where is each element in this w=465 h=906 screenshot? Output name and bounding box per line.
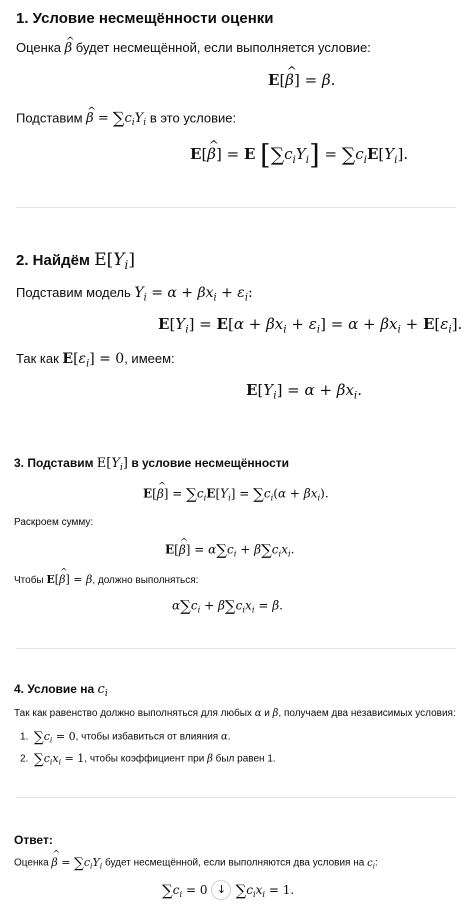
section-3-paragraph-2: Чтобы E[^ β] = β, должно выполняться:: [14, 573, 198, 586]
section-2-paragraph-2: Так как $E[\varepsilon_i] = 0$, имеем:: [16, 351, 175, 370]
formula-unbiased: E[^ β] = β.: [268, 71, 335, 89]
condition-list-item-2: 2. $\sum c_ix_i = 1$, чтобы коэффициент при β был равен 1.: [20, 751, 276, 767]
section-1-paragraph-1: Оценка ^ β будет несмещённой, если выполняется условие:: [16, 40, 371, 56]
formula-expand: E[^ $\beta] = \sum c_iE[Y_i] = \sum c_i(\alpha + \beta x_i)$.: [143, 485, 329, 503]
section-1-paragraph-2: Подставим ^ $\beta = \sum c_iY_i$ в это условие:: [16, 109, 236, 129]
formula-expectation-result: $E[Y_i] = \alpha + \beta x_i$.: [246, 381, 363, 402]
answer-paragraph: Оценка ^ $\beta = \sum c_iY_i$ будет несмещённой, если выполняются два условия на $c_i$:: [14, 855, 378, 871]
section-4-title: 4. Условие на $c_i$: [14, 682, 108, 700]
formula-split-sum: E[^ $\beta] = \alpha\sum c_i + \beta\sum c_ix_i$.: [165, 541, 295, 559]
divider: [16, 797, 456, 798]
section-1-title: 1. Условие несмещённости оценки: [16, 10, 274, 27]
divider: [16, 207, 456, 208]
formula-answer: $\sum c_i = 0$ ↓ $\sum c_ix_i = 1$.: [162, 881, 295, 900]
section-3-title: 3. Подставим $E[Y_i]$ в условие несмещённости: [14, 456, 290, 474]
section-4-paragraph: Так как равенство должно выполняться для любых α и β, получаем два независимых условия:: [14, 708, 456, 719]
section-2-title: 2. Найдём $E[Y_i]$: [16, 250, 135, 273]
section-3-paragraph-1: Раскроем сумму:: [14, 517, 94, 528]
section-2-paragraph-1: Подставим модель $Y_i = \alpha + \beta x_i + \varepsilon_i$:: [16, 285, 253, 304]
condition-list-item-1: 1. $\sum c_i = 0$, чтобы избавиться от влияния α.: [20, 729, 231, 745]
arrow-down-icon[interactable]: ↓: [211, 880, 231, 900]
formula-substitution: E[^ β] = E $[\sum c_iY_i] = \sum c_iE[Y_i]$.: [190, 140, 408, 171]
formula-expectation-y: $E[Y_i] = E[\alpha + \beta x_i + \varepsilon_i] = \alpha + \beta x_i + E[\varepsilon_i]$.: [158, 315, 463, 336]
divider: [16, 648, 456, 649]
formula-condition: $\alpha\sum c_i + \beta\sum c_ix_i = \beta$.: [172, 597, 283, 615]
answer-title: Ответ:: [14, 833, 53, 847]
